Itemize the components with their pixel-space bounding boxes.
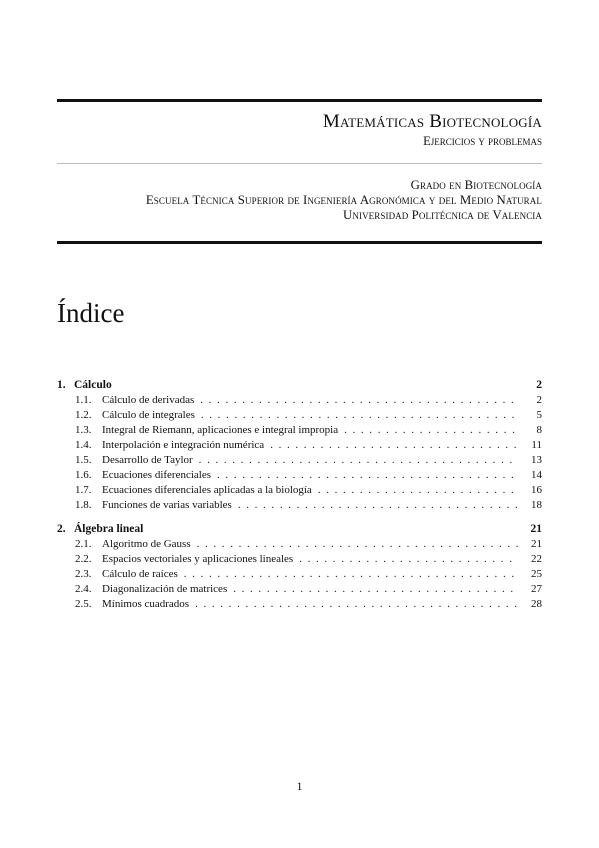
- school-name: Escuela Técnica Superior de Ingeniería Agronómica y del Medio Natural: [145, 193, 542, 207]
- toc-section-number: 2.: [57, 523, 66, 535]
- toc-subsection-page: 13: [531, 454, 542, 466]
- toc-subsection-page: 18: [531, 499, 542, 511]
- toc-subsection-title: Ecuaciones diferenciales: [102, 469, 212, 481]
- toc-subsection-title: Integral de Riemann, aplicaciones e integral impropia: [102, 424, 339, 436]
- toc-dot-leader: [199, 453, 518, 468]
- toc-dot-leader: [233, 582, 518, 597]
- toc-subsection-entry[interactable]: [57, 597, 542, 612]
- toc-dot-leader: [238, 498, 518, 513]
- toc-subsection-number: 1.8.: [75, 499, 92, 511]
- toc-subsection-title: Interpolación e integración numérica: [102, 439, 265, 451]
- toc-subsection-title: Espacios vectoriales y aplicaciones lineales: [102, 553, 294, 565]
- toc-subsection-title: Desarrollo de Taylor: [102, 454, 193, 466]
- toc-dot-leader: [200, 393, 518, 408]
- toc-dot-leader: [344, 423, 518, 438]
- index-heading: Índice: [57, 298, 125, 328]
- toc-subsection-entry[interactable]: [57, 423, 542, 438]
- toc-subsection-page: 11: [531, 439, 542, 451]
- toc-subsection-page: 28: [531, 598, 542, 610]
- toc-subsection-title: Funciones de varias variables: [102, 499, 232, 511]
- toc-subsection-entry[interactable]: [57, 498, 542, 513]
- toc-subsection-title: Diagonalización de matrices: [102, 583, 228, 595]
- toc-dot-leader: [217, 468, 518, 483]
- toc-subsection-entry[interactable]: [57, 438, 542, 453]
- toc-subsection-entry[interactable]: [57, 393, 542, 408]
- document-subtitle: Ejercicios y problemas: [423, 134, 542, 148]
- toc-subsection-entry[interactable]: [57, 552, 542, 567]
- toc-section-title: Álgebra lineal: [74, 523, 144, 535]
- toc-section-page: 2: [536, 379, 542, 391]
- degree-name: Grado en Biotecnología: [410, 178, 542, 192]
- page-number: 1: [296, 779, 303, 793]
- toc-section-number: 1.: [57, 379, 66, 391]
- toc-subsection-number: 1.1.: [75, 394, 92, 406]
- toc-subsection-page: 5: [536, 409, 542, 421]
- table-of-contents: [57, 378, 542, 612]
- header-divider: [57, 163, 542, 164]
- toc-subsection-entry[interactable]: [57, 408, 542, 423]
- toc-dot-leader: [299, 552, 518, 567]
- toc-subsection-number: 2.2.: [75, 553, 92, 565]
- toc-subsection-title: Algoritmo de Gauss: [102, 538, 191, 550]
- toc-subsection-page: 16: [531, 484, 542, 496]
- toc-subsection-number: 2.3.: [75, 568, 92, 580]
- toc-dot-leader: [197, 537, 518, 552]
- toc-subsection-number: 1.5.: [75, 454, 92, 466]
- header-top-rule: [57, 99, 542, 102]
- toc-dot-leader: [201, 408, 518, 423]
- header-bottom-rule: [57, 241, 542, 244]
- toc-section-title: Cálculo: [74, 379, 112, 391]
- toc-subsection-entry[interactable]: [57, 567, 542, 582]
- toc-section-entry[interactable]: [57, 378, 542, 393]
- toc-section-page: 21: [530, 523, 542, 535]
- toc-subsection-number: 1.7.: [75, 484, 92, 496]
- toc-section-entry[interactable]: [57, 522, 542, 537]
- toc-subsection-page: 8: [536, 424, 542, 436]
- toc-subsection-number: 2.5.: [75, 598, 92, 610]
- toc-section-gap: [57, 513, 542, 522]
- toc-subsection-page: 22: [531, 553, 542, 565]
- toc-subsection-number: 1.3.: [75, 424, 92, 436]
- toc-subsection-page: 2: [536, 394, 542, 406]
- toc-subsection-page: 25: [531, 568, 542, 580]
- toc-subsection-entry[interactable]: [57, 537, 542, 552]
- document-title: Matemáticas Biotecnología: [322, 111, 542, 132]
- toc-subsection-entry[interactable]: [57, 483, 542, 498]
- toc-subsection-title: Cálculo de derivadas: [102, 394, 195, 406]
- toc-subsection-title: Mínimos cuadrados: [102, 598, 190, 610]
- toc-subsection-entry[interactable]: [57, 582, 542, 597]
- toc-subsection-number: 2.1.: [75, 538, 92, 550]
- toc-dot-leader: [195, 597, 518, 612]
- toc-subsection-number: 1.2.: [75, 409, 92, 421]
- toc-dot-leader: [318, 483, 518, 498]
- toc-subsection-page: 21: [531, 538, 542, 550]
- toc-dot-leader: [184, 567, 518, 582]
- toc-subsection-number: 1.6.: [75, 469, 92, 481]
- university-name: Universidad Politécnica de Valencia: [343, 208, 542, 222]
- toc-dot-leader: [270, 438, 518, 453]
- toc-subsection-page: 27: [531, 583, 542, 595]
- toc-subsection-number: 2.4.: [75, 583, 92, 595]
- toc-subsection-entry[interactable]: [57, 468, 542, 483]
- toc-subsection-title: Cálculo de integrales: [102, 409, 195, 421]
- toc-subsection-title: Cálculo de raíces: [102, 568, 178, 580]
- toc-subsection-number: 1.4.: [75, 439, 92, 451]
- toc-subsection-page: 14: [531, 469, 542, 481]
- toc-subsection-entry[interactable]: [57, 453, 542, 468]
- toc-subsection-title: Ecuaciones diferenciales aplicadas a la biología: [102, 484, 312, 496]
